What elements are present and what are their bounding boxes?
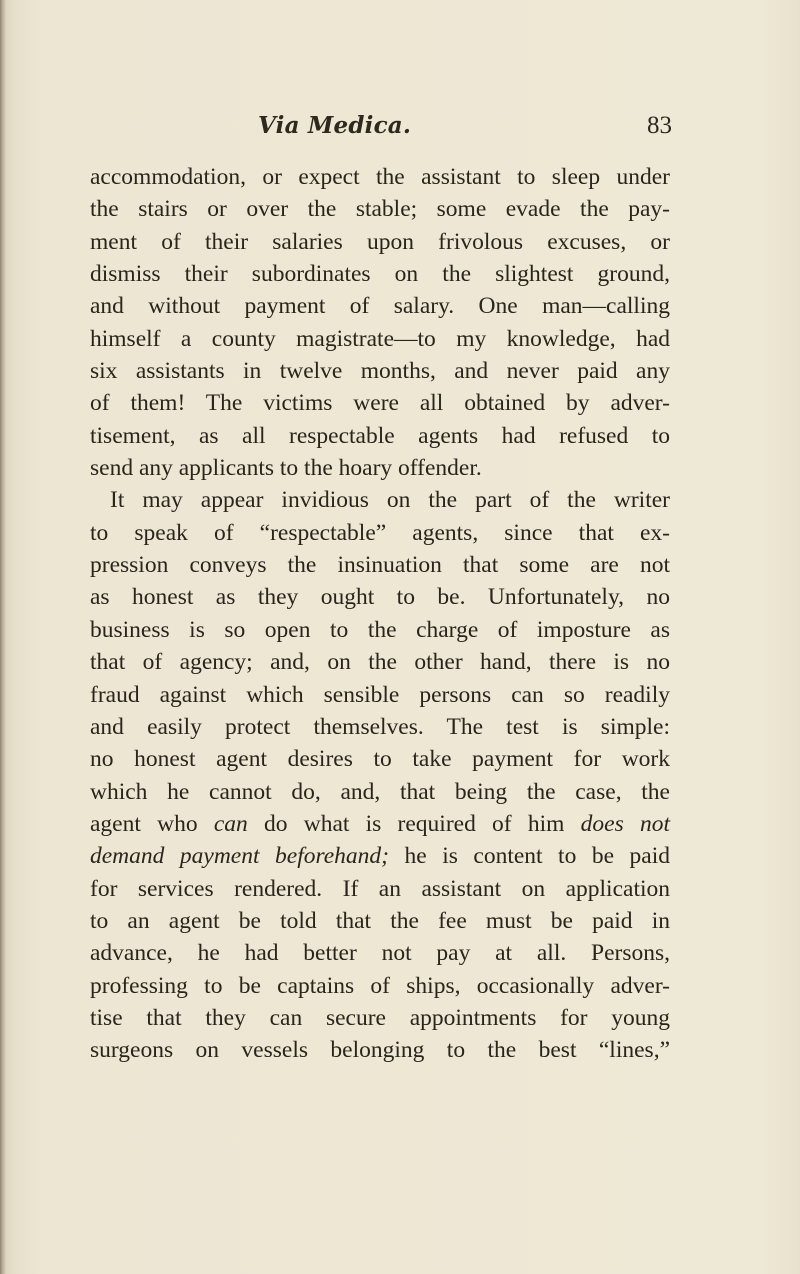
text-line: six assistants in twelve months, and never paid any bbox=[90, 358, 670, 385]
emphasis-text: demand payment beforehand; bbox=[90, 843, 390, 870]
page-binding-edge bbox=[0, 0, 6, 1274]
text-line: that of agency; and, on the other hand, there is no bbox=[90, 649, 670, 676]
text-line: advance, he had better not pay at all. Persons, bbox=[90, 940, 670, 967]
text-line: to an agent be told that the fee must be paid in bbox=[90, 907, 670, 934]
text-line: the stairs or over the stable; some evade the pay- bbox=[90, 196, 670, 223]
text-line: send any applicants to the hoary offender. bbox=[90, 455, 482, 482]
emphasis-text: does not bbox=[580, 810, 670, 837]
text-line: ment of their salaries upon frivolous excuses, or bbox=[90, 228, 670, 255]
text-line: tise that they can secure appointments for young bbox=[90, 1004, 670, 1031]
text-line: pression conveys the insinuation that some are not bbox=[90, 552, 670, 579]
body-text bbox=[90, 161, 670, 1067]
text-run: do what is required of him bbox=[247, 810, 581, 837]
text-line: as honest as they ought to be. Unfortunately, no bbox=[90, 584, 670, 611]
text-line-mixed bbox=[90, 840, 670, 872]
text-line: business is so open to the charge of imposture as bbox=[90, 616, 670, 643]
text-line: which he cannot do, and, that being the case, the bbox=[90, 778, 670, 805]
text-line: professing to be captains of ships, occasionally adver- bbox=[90, 972, 670, 999]
emphasis-text: can bbox=[213, 810, 248, 837]
text-line-mixed bbox=[90, 808, 670, 840]
text-line: fraud against which sensible persons can so readily bbox=[90, 681, 670, 708]
text-line: accommodation, or expect the assistant to sleep under bbox=[90, 164, 670, 190]
running-head-title: Via Medica. bbox=[258, 112, 412, 139]
text-run: he is content to be paid bbox=[389, 843, 670, 870]
text-line: no honest agent desires to take payment for work bbox=[90, 746, 670, 773]
text-line: tisement, as all respectable agents had refused to bbox=[90, 422, 670, 449]
text-line: and without payment of salary. One man—calling bbox=[90, 293, 670, 320]
page-number: 83 bbox=[647, 112, 672, 139]
text-line: himself a county magistrate—to my knowledge, had bbox=[90, 325, 670, 352]
text-line: dismiss their subordinates on the slightest ground, bbox=[90, 261, 670, 288]
text-line: for services rendered. If an assistant on application bbox=[90, 875, 670, 902]
text-run: agent who bbox=[90, 810, 214, 837]
running-head bbox=[0, 112, 800, 148]
text-line: and easily protect themselves. The test is simple: bbox=[90, 713, 670, 740]
text-line: It may appear invidious on the part of the writer bbox=[110, 487, 670, 514]
text-line: surgeons on vessels belonging to the best “lines,” bbox=[90, 1037, 670, 1064]
text-line: to speak of “respectable” agents, since that ex- bbox=[90, 519, 670, 546]
text-line: of them! The victims were all obtained by adver- bbox=[90, 390, 670, 417]
